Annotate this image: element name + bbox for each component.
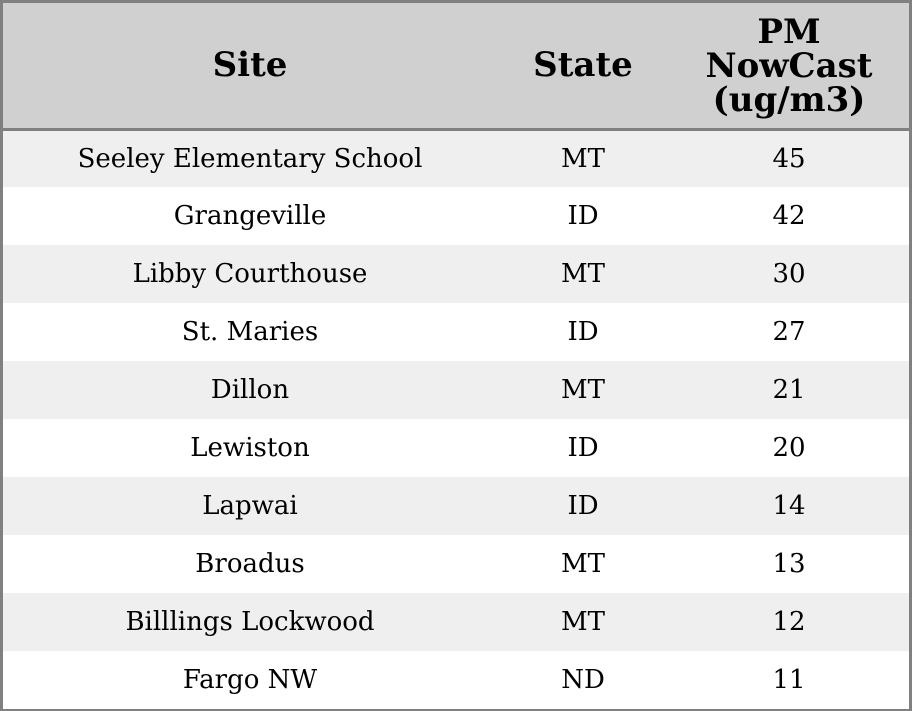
state-cell: MT: [561, 549, 605, 579]
site-cell: Grangeville: [173, 201, 327, 231]
site-cell: Billlings Lockwood: [125, 607, 375, 637]
pm-value-cell: 20: [772, 433, 806, 463]
table-header-row: [3, 3, 909, 129]
state-cell: ID: [567, 491, 599, 521]
table-row: [3, 187, 909, 245]
table-row: [3, 361, 909, 419]
site-cell: Libby Courthouse: [132, 259, 368, 289]
pm-value-cell: 14: [772, 491, 806, 521]
pm-nowcast-table: [3, 3, 909, 709]
pm-value-cell: 12: [772, 607, 806, 637]
pm-header-line-3: (ug/m3): [712, 80, 866, 121]
pm-header-line-2: NowCast: [705, 46, 873, 87]
site-cell: Lewiston: [190, 433, 310, 463]
state-cell: ID: [567, 433, 599, 463]
table-row: [3, 245, 909, 303]
table-row: [3, 303, 909, 361]
table-row: [3, 129, 909, 187]
pm-value-cell: 30: [772, 259, 806, 289]
state-cell: ID: [567, 201, 599, 231]
pm-header-line-1: PM: [757, 12, 821, 53]
site-cell: Broadus: [195, 549, 305, 579]
state-cell: ID: [567, 317, 599, 347]
column-header-site: Site: [3, 3, 497, 129]
site-cell: Lapwai: [202, 491, 298, 521]
pm-value-cell: 13: [772, 549, 806, 579]
table-row: [3, 651, 909, 709]
pm-value-cell: 27: [772, 317, 806, 347]
pm-value-cell: 11: [772, 665, 806, 695]
state-cell: MT: [561, 259, 605, 289]
pm-value-cell: 42: [772, 201, 806, 231]
table-row: [3, 477, 909, 535]
state-cell: MT: [561, 607, 605, 637]
column-header-state: State: [497, 3, 669, 129]
table-row: [3, 593, 909, 651]
state-cell: MT: [561, 143, 605, 174]
pm-value-cell: 45: [772, 143, 806, 174]
table-row: [3, 535, 909, 593]
site-cell: St. Maries: [181, 317, 319, 347]
column-header-pm-nowcast: [669, 3, 909, 129]
state-cell: ND: [561, 665, 605, 695]
pm-value-cell: 21: [772, 375, 806, 405]
site-cell: Seeley Elementary School: [77, 143, 423, 174]
state-cell: MT: [561, 375, 605, 405]
site-cell: Dillon: [210, 375, 290, 405]
table-row: [3, 419, 909, 477]
site-cell: Fargo NW: [182, 665, 318, 695]
